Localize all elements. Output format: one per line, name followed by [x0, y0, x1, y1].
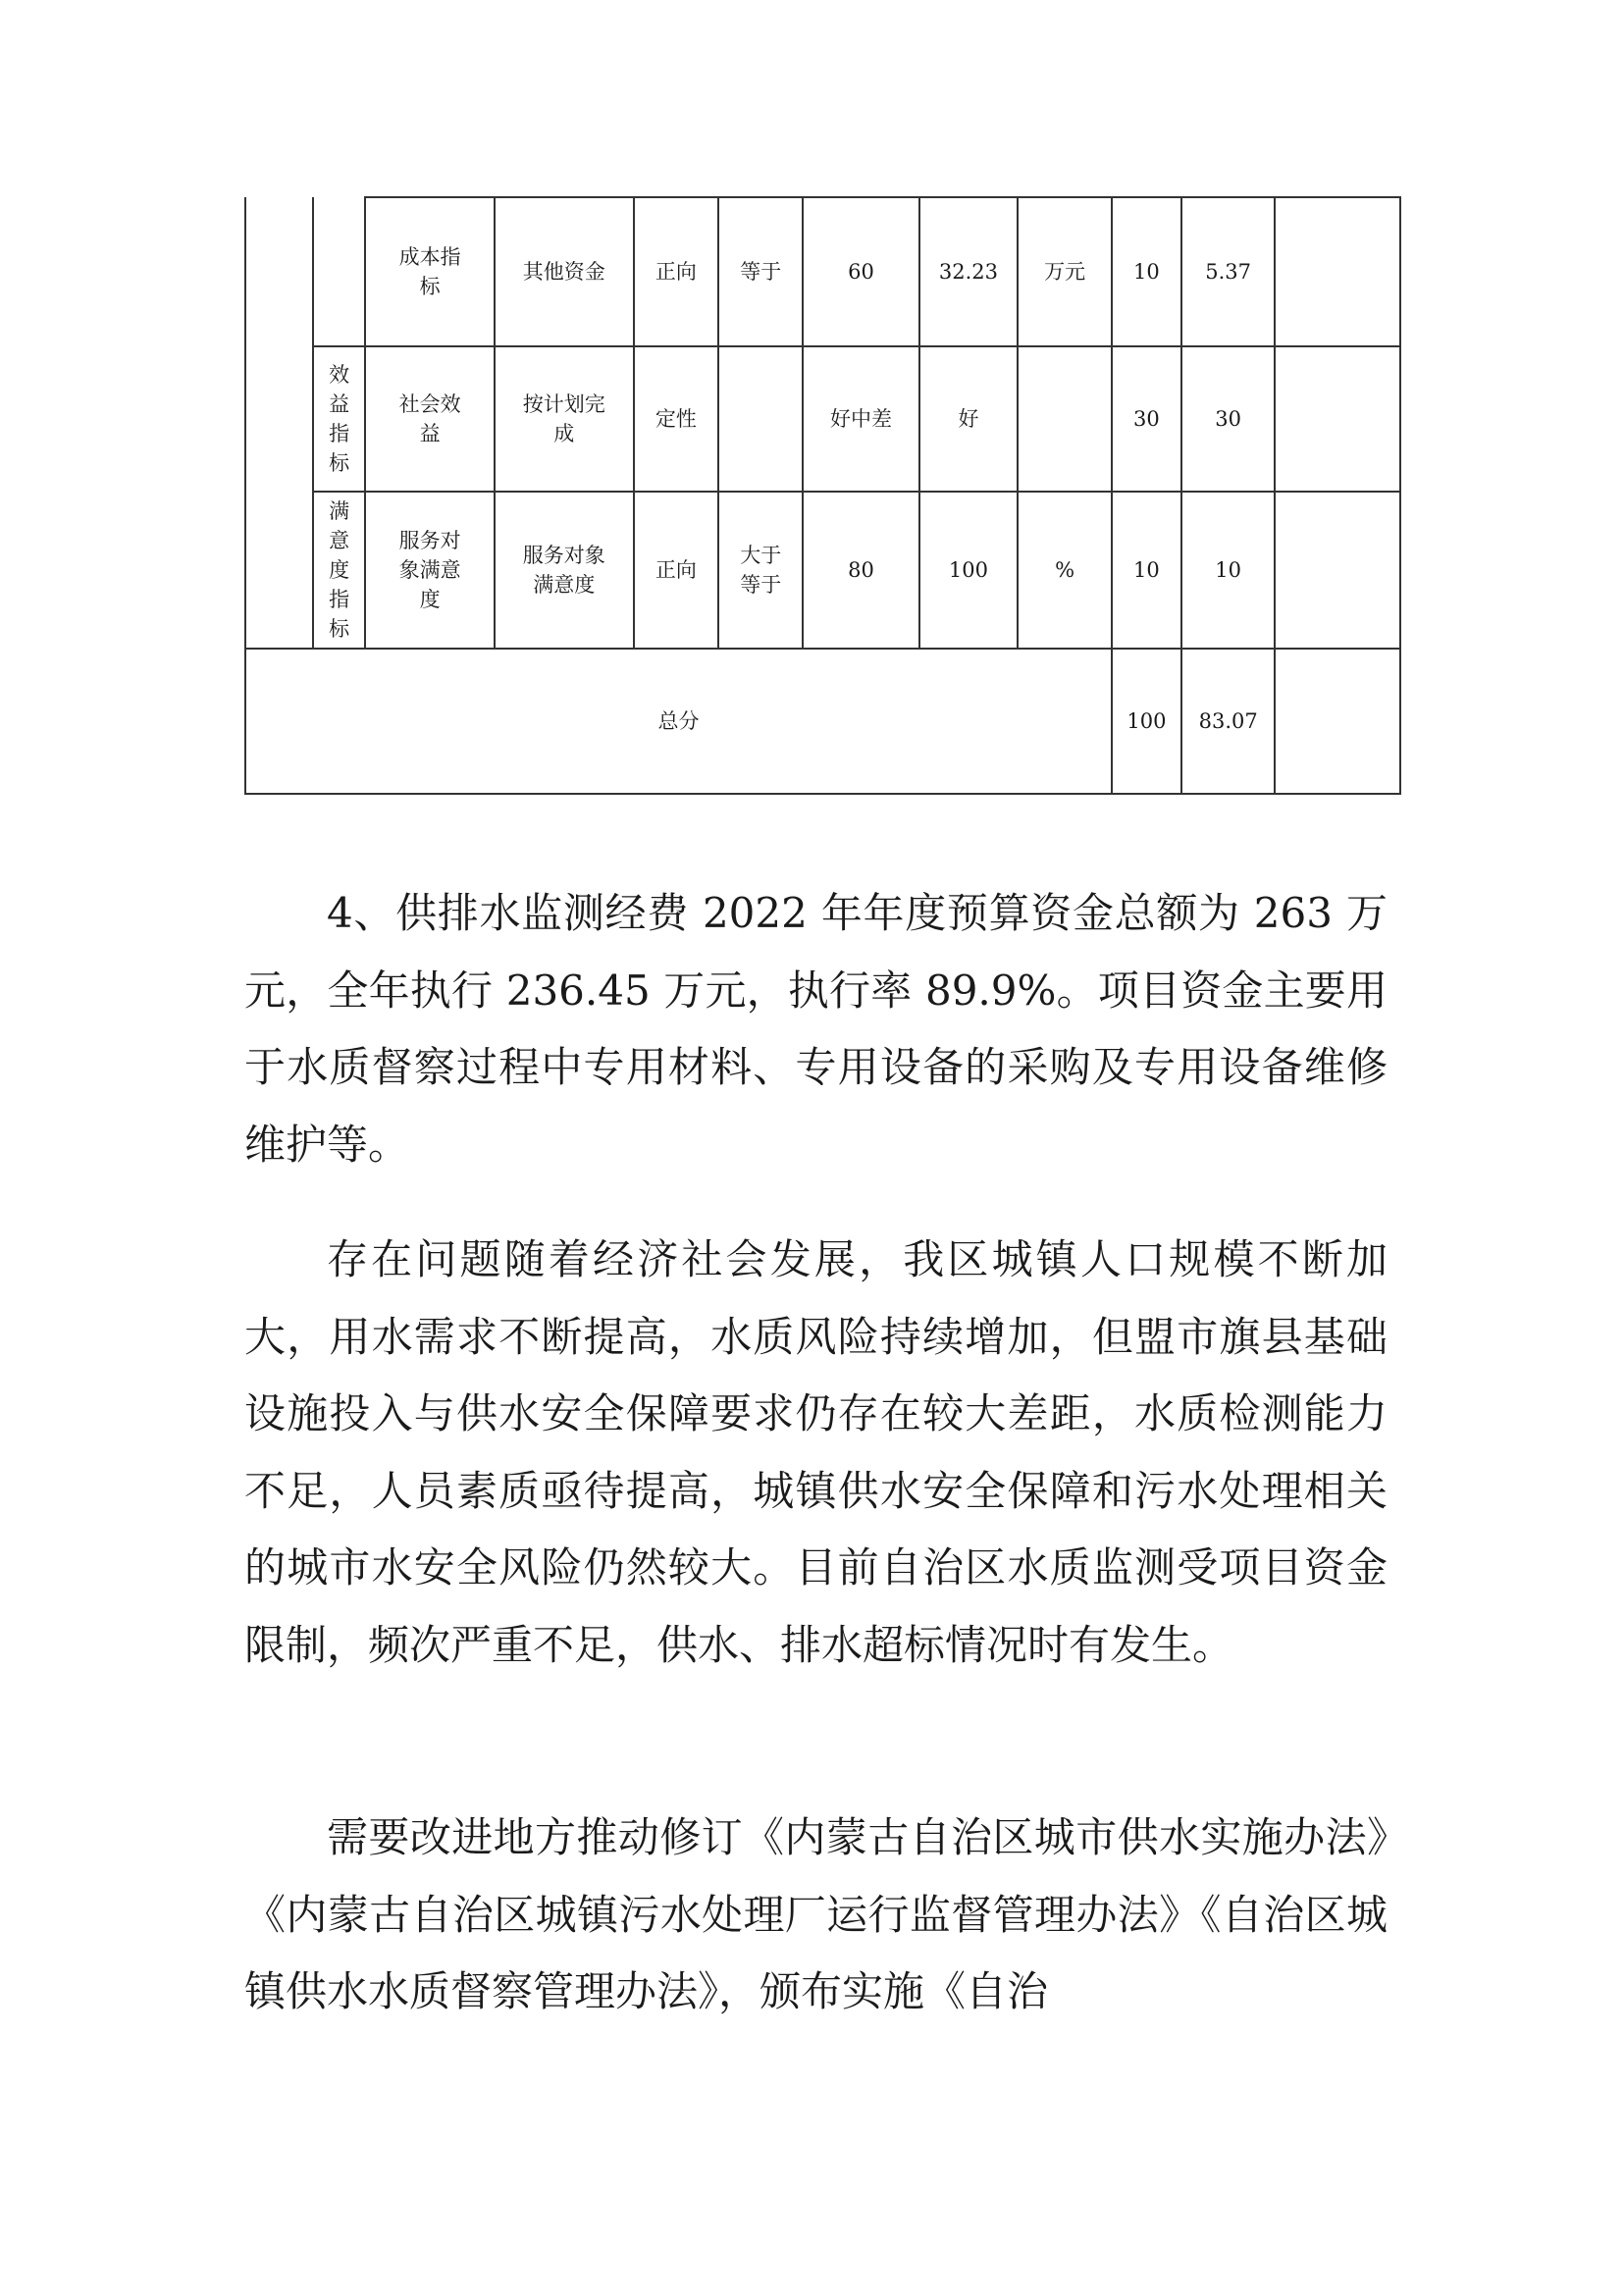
actual-value-cell: 32.23 — [919, 197, 1019, 346]
unit-cell — [1018, 346, 1112, 492]
level3-indicator-cell: 服务对 象满意 度 — [365, 492, 495, 649]
table-row — [245, 197, 1400, 346]
level3-indicator-cell: 成本指 标 — [365, 197, 495, 346]
direction-cell: 正向 — [634, 492, 718, 649]
total-score-cell: 83.07 — [1181, 649, 1276, 794]
performance-table — [244, 196, 1401, 795]
level4-indicator-cell: 按计划完 成 — [495, 346, 634, 492]
target-value-cell: 80 — [803, 492, 918, 649]
total-row — [245, 649, 1400, 794]
paragraph-improvements: 需要改进地方推动修订《内蒙古自治区城市供水实施办法》《内蒙古自治区城镇污水处理厂运行监督管理办法》《自治区城镇供水水质督察管理办法》，颁布实施《自治 — [244, 1813, 1388, 2015]
weight-cell: 10 — [1112, 492, 1181, 649]
actual-value-cell: 100 — [919, 492, 1019, 649]
operator-cell: 等于 — [718, 197, 803, 346]
score-cell: 30 — [1181, 346, 1276, 492]
total-label-cell: 总分 — [245, 649, 1112, 794]
paragraph-existing-problems: 存在问题随着经济社会发展，我区城镇人口规模不断加大，用水需求不断提高，水质风险持续增加，但盟市旗县基础设施投入与供水安全保障要求仍存在较大差距，水质检测能力不足，人员素质亟待提高，城镇供水安全保障和污水处理相关的城市水安全风险仍然较大。目前自治区水质监测受项目资金限制，频次严重不足，供水、排水超标情况时有发生。 — [244, 1235, 1388, 1669]
note-cell — [1275, 197, 1400, 346]
target-value-cell: 60 — [803, 197, 918, 346]
score-cell: 10 — [1181, 492, 1276, 649]
level4-indicator-cell: 服务对象 满意度 — [495, 492, 634, 649]
unit-cell: % — [1018, 492, 1112, 649]
actual-value-cell: 好 — [919, 346, 1019, 492]
weight-cell: 10 — [1112, 197, 1181, 346]
level3-indicator-cell: 社会效 益 — [365, 346, 495, 492]
direction-cell: 定性 — [634, 346, 718, 492]
level2-indicator-cell: 效 益 指 标 — [313, 346, 365, 492]
operator-cell: 大于 等于 — [718, 492, 803, 649]
level2-indicator-cell: 满 意 度 指 标 — [313, 492, 365, 649]
note-cell — [1275, 492, 1400, 649]
weight-cell: 30 — [1112, 346, 1181, 492]
level4-indicator-cell: 其他资金 — [495, 197, 634, 346]
table-row — [245, 492, 1400, 649]
note-cell — [1275, 346, 1400, 492]
direction-cell: 正向 — [634, 197, 718, 346]
operator-cell — [718, 346, 803, 492]
table-row — [245, 346, 1400, 492]
total-weight-cell: 100 — [1112, 649, 1181, 794]
level2-indicator-cell — [313, 197, 365, 346]
unit-cell: 万元 — [1018, 197, 1112, 346]
score-cell: 5.37 — [1181, 197, 1276, 346]
level1-indicator-cell — [245, 197, 313, 649]
target-value-cell: 好中差 — [803, 346, 918, 492]
paragraph-funding-summary: 4、供排水监测经费 2022 年年度预算资金总额为 263 万元，全年执行 236.45 万元，执行率 89.9%。项目资金主要用于水质督察过程中专用材料、专用设备的采购及专用设备维修维护等。 — [244, 889, 1388, 1169]
total-note-cell — [1275, 649, 1400, 794]
